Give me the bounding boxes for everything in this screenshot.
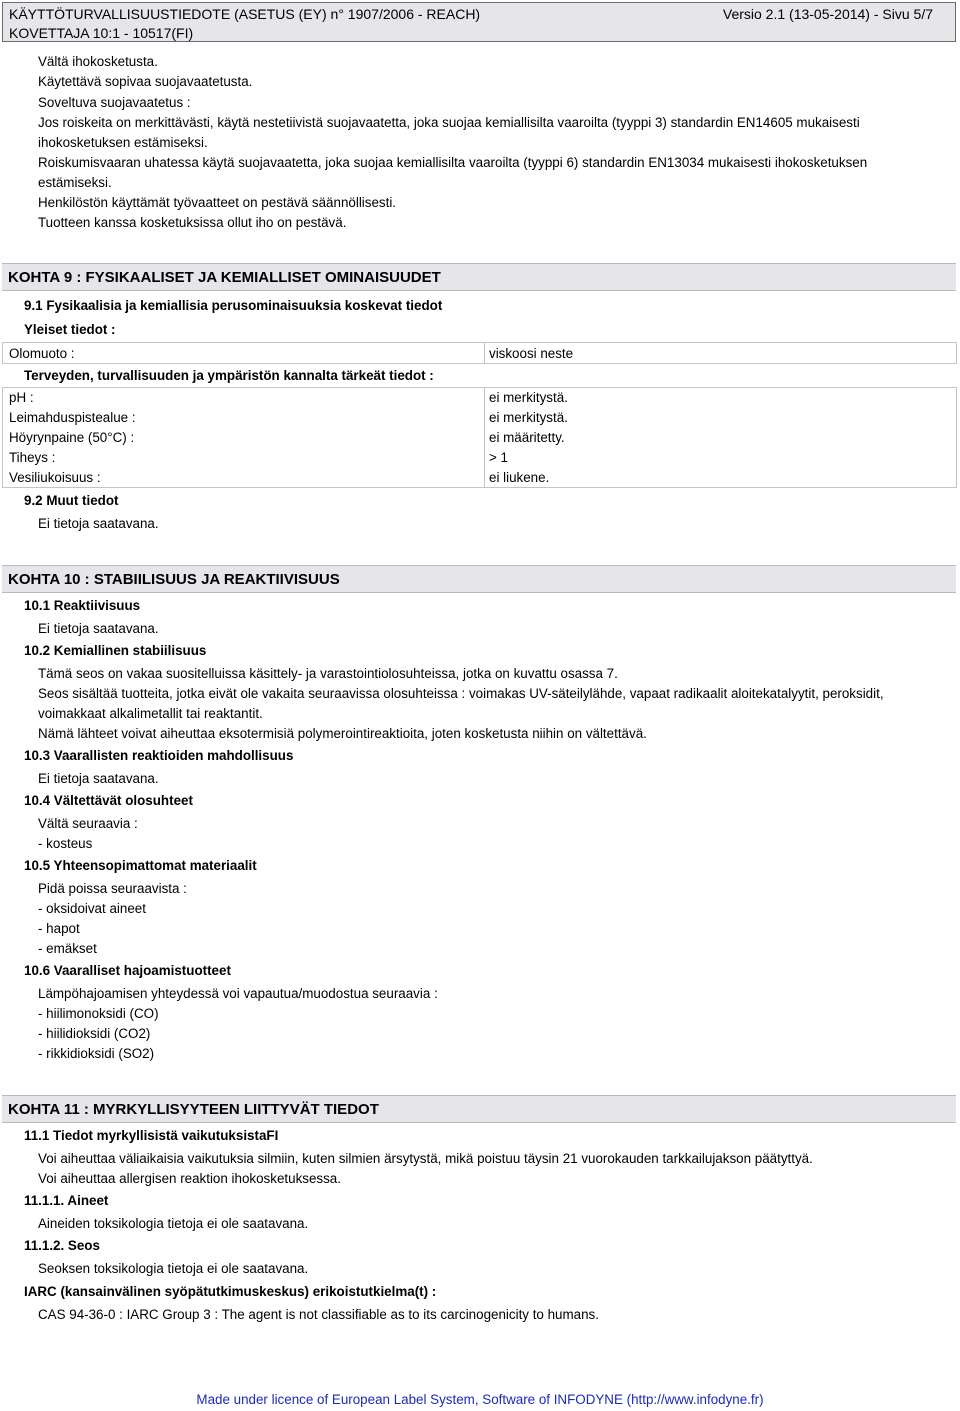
text-line: Henkilöstön käyttämät työvaatteet on pestävä säännöllisesti. — [38, 195, 397, 210]
text-line: Soveltuva suojavaatetus : — [38, 95, 191, 110]
subsection-title: 11.1.1. Aineet — [24, 1193, 109, 1208]
subsection-title: 10.5 Yhteensopimattomat materiaalit — [24, 858, 257, 873]
subsection-title: 10.3 Vaarallisten reaktioiden mahdollisuus — [24, 748, 294, 763]
property-value: ei merkitystä. — [489, 410, 568, 425]
text-line: - emäkset — [38, 941, 97, 956]
text-line: Vältä seuraavia : — [38, 816, 138, 831]
document-header — [2, 2, 956, 42]
version-info: Versio 2.1 (13-05-2014) - Sivu 5/7 — [722, 6, 933, 22]
text-line: - rikkidioksidi (SO2) — [38, 1046, 155, 1061]
text-line: Aineiden toksikologia tietoja ei ole saatavana. — [38, 1216, 309, 1231]
text-line: Voi aiheuttaa allergisen reaktion ihokosketuksessa. — [38, 1171, 341, 1186]
subsection-title: 9.1 Fysikaalisia ja kemiallisia perusominaisuuksia koskevat tiedot — [24, 298, 443, 313]
text-line: - kosteus — [38, 836, 93, 851]
subsection-title: 10.2 Kemiallinen stabiilisuus — [24, 643, 207, 658]
property-label: Leimahduspistealue : — [9, 410, 136, 425]
text-line: Seoksen toksikologia tietoja ei ole saatavana. — [38, 1261, 309, 1276]
section-title: KOHTA 10 : STABIILISUUS JA REAKTIIVISUUS — [8, 571, 340, 588]
property-label: pH : — [9, 390, 34, 405]
text-line: - hiilimonoksidi (CO) — [38, 1006, 159, 1021]
property-value: viskoosi neste — [489, 346, 574, 361]
property-label: Höyrynpaine (50°C) : — [9, 430, 135, 445]
text-line: Roiskumisvaaran uhatessa käytä suojavaatetta, joka suojaa kemiallisilta vaaroilta (tyyppi 6) standardin EN13034 mukaisesti ihokosketuksen — [38, 155, 868, 170]
text-line: ihokosketuksen estämiseksi. — [38, 135, 208, 150]
footer-licence: Made under licence of European Label System, Software of INFODYNE (http://www.infodyne.fr) — [196, 1392, 764, 1407]
section-11-header — [2, 1095, 956, 1123]
text-line: Seos sisältää tuotteita, jotka eivät ole vakaita seuraavissa olosuhteissa : voimakas UV-säteilylähde, vapaat radikaalit aloitekatalyytit, peroksidit, — [38, 686, 884, 701]
subsection-title: Yleiset tiedot : — [24, 322, 116, 337]
text-line: Käytettävä sopivaa suojavaatetusta. — [38, 74, 253, 89]
subsection-title: 11.1.2. Seos — [24, 1238, 100, 1253]
property-value: ei liukene. — [489, 470, 550, 485]
section-title: KOHTA 11 : MYRKYLLISYYTEEN LIITTYVÄT TIEDOT — [8, 1101, 379, 1118]
section-9-header — [2, 263, 956, 291]
text-line: voimakkaat alkalimetallit tai reaktantit. — [38, 706, 263, 721]
subsection-title: 10.1 Reaktiivisuus — [24, 598, 141, 613]
subsection-title: IARC (kansainvälinen syöpätutkimuskeskus) erikoistutkielma(t) : — [24, 1284, 437, 1299]
subsection-title: Terveyden, turvallisuuden ja ympäristön kannalta tärkeät tiedot : — [24, 368, 434, 383]
property-table — [2, 387, 957, 488]
subsection-title: 9.2 Muut tiedot — [24, 493, 119, 508]
product-name: KOVETTAJA 10:1 - 10517(FI) — [9, 25, 194, 41]
text-line: - hapot — [38, 921, 80, 936]
document-title: KÄYTTÖTURVALLISUUSTIEDOTE (ASETUS (EY) n° 1907/2006 - REACH) — [9, 6, 481, 22]
text-line: - oksidoivat aineet — [38, 901, 146, 916]
property-label: Olomuoto : — [9, 346, 75, 361]
text-line: Ei tietoja saatavana. — [38, 621, 159, 636]
text-line: Tämä seos on vakaa suositelluissa käsittely- ja varastointiolosuhteissa, jotka on kuvattu osassa 7. — [38, 666, 618, 681]
text-line: estämiseksi. — [38, 175, 112, 190]
text-line: Tuotteen kanssa kosketuksissa ollut iho on pestävä. — [38, 215, 347, 230]
subsection-title: 10.6 Vaaralliset hajoamistuotteet — [24, 963, 231, 978]
text-line: CAS 94-36-0 : IARC Group 3 : The agent is not classifiable as to its carcinogenicity to humans. — [38, 1307, 599, 1322]
property-label: Vesiliukoisuus : — [9, 470, 101, 485]
property-value: > 1 — [489, 450, 508, 465]
text-line: - hiilidioksidi (CO2) — [38, 1026, 151, 1041]
subsection-title: 10.4 Vältettävät olosuhteet — [24, 793, 193, 808]
text-line: Vältä ihokosketusta. — [38, 54, 158, 69]
subsection-title: 11.1 Tiedot myrkyllisistä vaikutuksistaFI — [24, 1128, 279, 1143]
property-label: Tiheys : — [9, 450, 56, 465]
text-line: Nämä lähteet voivat aiheuttaa eksotermisiä polymerointireaktioita, joten kosketusta niihin on vältettävä. — [38, 726, 647, 741]
property-row — [2, 342, 957, 364]
section-10-header — [2, 565, 956, 593]
section-title: KOHTA 9 : FYSIKAALISET JA KEMIALLISET OMINAISUUDET — [8, 269, 441, 286]
text-line: Lämpöhajoamisen yhteydessä voi vapautua/muodostua seuraavia : — [38, 986, 438, 1001]
property-value: ei merkitystä. — [489, 390, 568, 405]
text-line: Voi aiheuttaa väliaikaisia vaikutuksia silmiin, kuten silmien ärsytystä, mikä poistuu täysin 21 vuorokauden tarkkailujakson päätyttyä. — [38, 1151, 813, 1166]
text-line: Ei tietoja saatavana. — [38, 771, 159, 786]
text-line: Jos roiskeita on merkittävästi, käytä nestetiivistä suojavaatetta, joka suojaa kemiallisilta vaaroilta (tyyppi 3) standardin EN14605 mukaisesti — [38, 115, 860, 130]
property-value: ei määritetty. — [489, 430, 565, 445]
text-line: Pidä poissa seuraavista : — [38, 881, 187, 896]
text-line: Ei tietoja saatavana. — [38, 516, 159, 531]
